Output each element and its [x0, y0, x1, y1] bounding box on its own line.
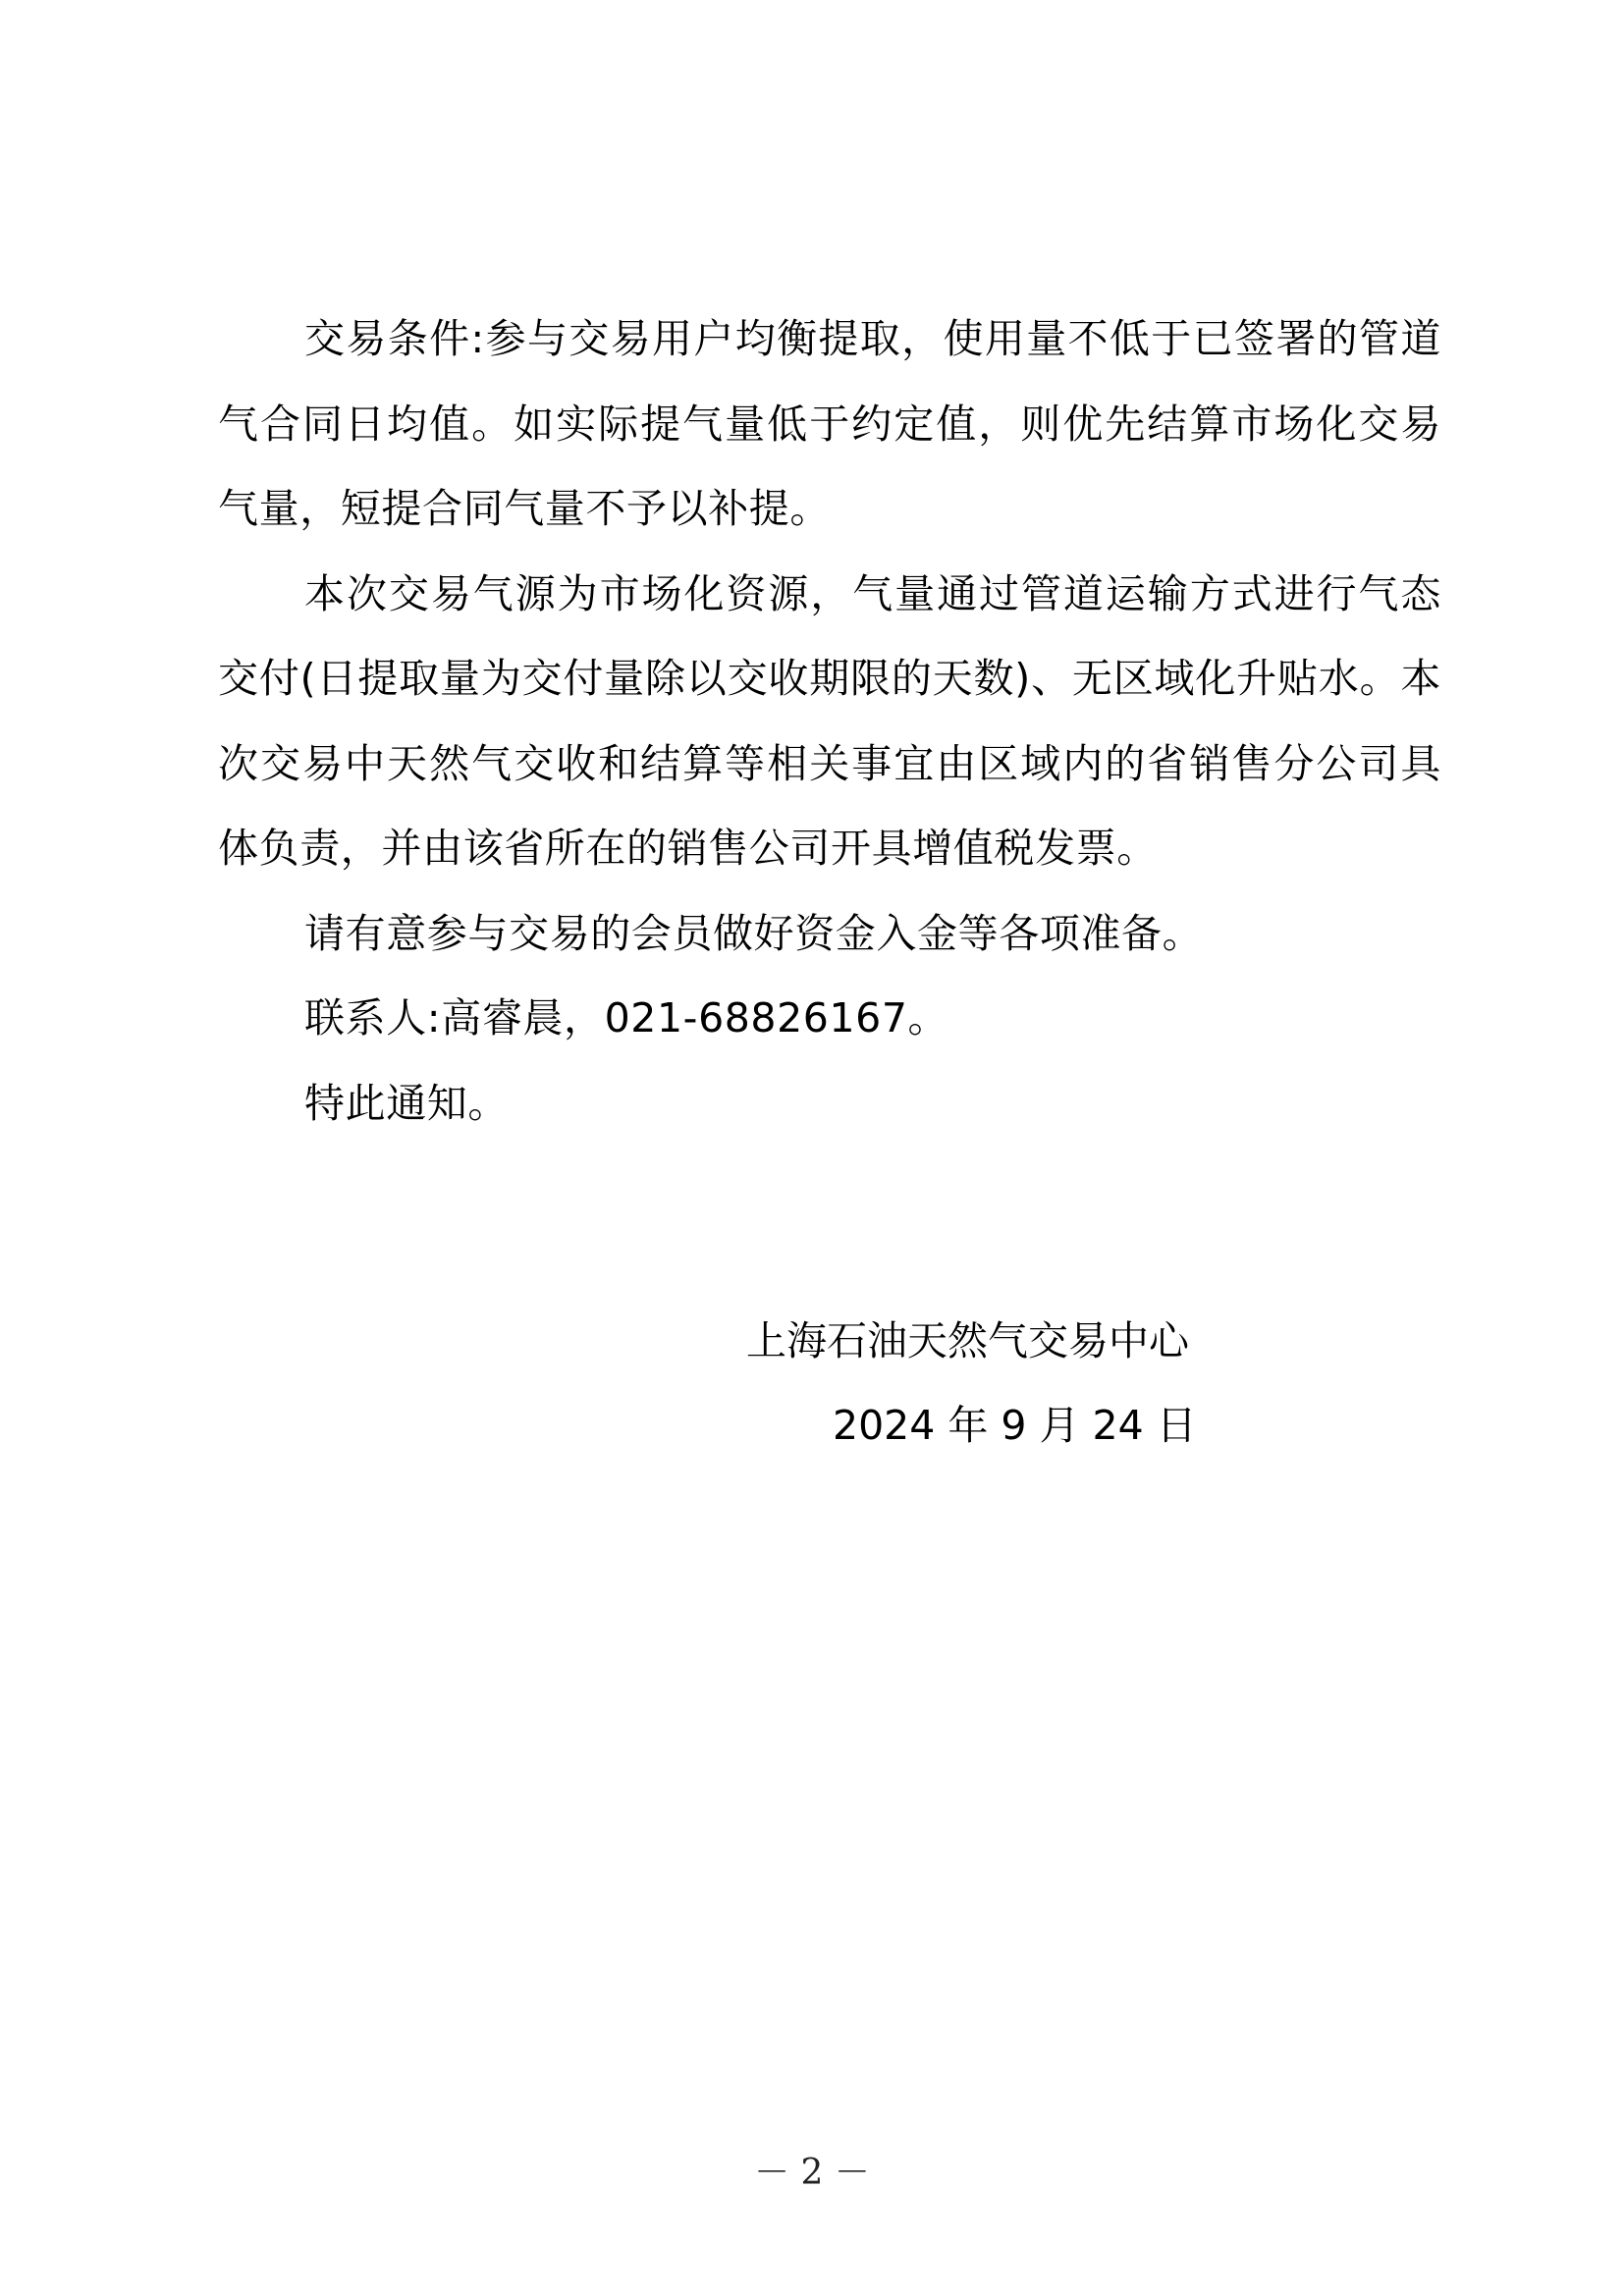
paragraph-closing: 特此通知。 [304, 1079, 509, 1127]
page-number: － 2 － [754, 2153, 870, 2193]
paragraph-gas-source: 本次交易气源为市场化资源，气量通过管道运输方式进行气态交付(日提取量为交付量除以交收期限的天数)、无区域化升贴水。本次交易中天然气交收和结算等相关事宜由区域内的省销售分公司具体负责，并由该省所在的销售公司开具增值税发票。 [218, 569, 1441, 872]
issuing-organization: 上海石油天然气交易中心 [746, 1317, 1189, 1364]
signature-block [687, 1299, 1237, 1468]
notice-body [218, 296, 1441, 1146]
paragraph-trading-conditions: 交易条件:参与交易用户均衡提取，使用量不低于已签署的管道气合同日均值。如实际提气量低于约定值，则优先结算市场化交易气量，短提合同气量不予以补提。 [218, 315, 1441, 532]
paragraph-preparation: 请有意参与交易的会员做好资金入金等各项准备。 [304, 909, 1204, 957]
paragraph-contact: 联系人:高睿晨，021-68826167。 [304, 994, 949, 1041]
issue-date: 2024 年 9 月 24 日 [833, 1402, 1197, 1449]
